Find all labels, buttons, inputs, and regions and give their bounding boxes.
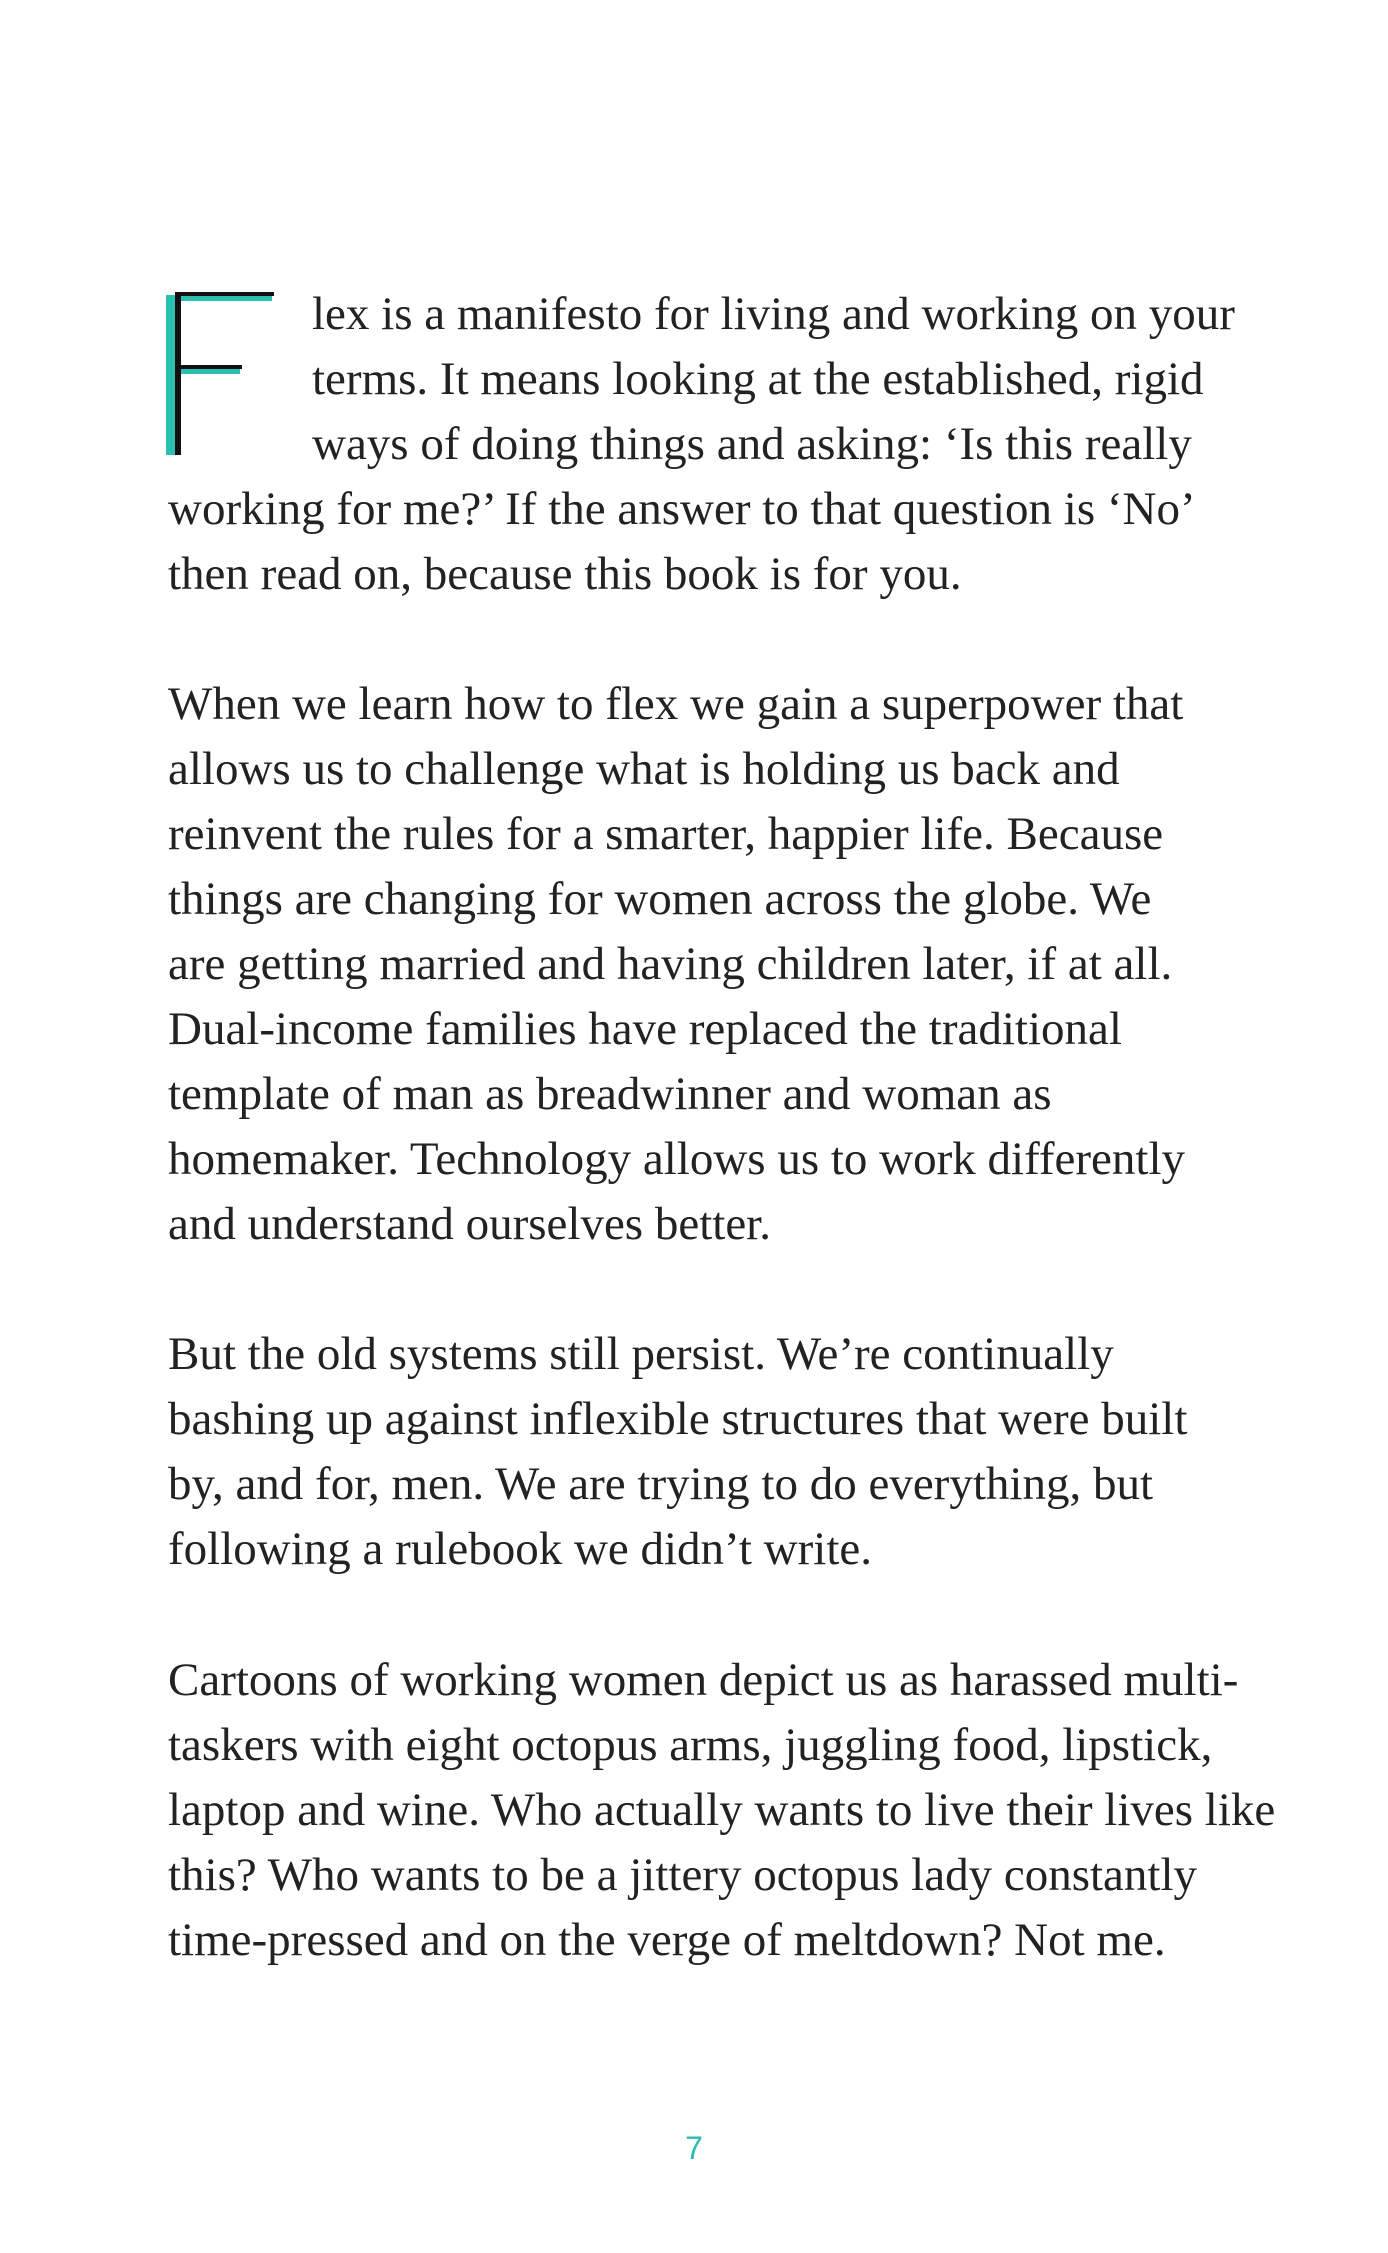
paragraph-2-line: allows us to challenge what is holding us back and [168,743,1120,795]
paragraph-2 [168,672,1278,1257]
paragraph-2-line: Dual-income families have replaced the traditional [168,1003,1122,1055]
paragraph-2-line: When we learn how to flex we gain a superpower that [168,678,1184,730]
paragraph-1-line: then read on, because this book is for you. [168,548,962,600]
paragraph-2-line: template of man as breadwinner and woman as [168,1068,1052,1120]
paragraph-4-line: taskers with eight octopus arms, juggling food, lipstick, [168,1719,1213,1771]
paragraph-2-line: homemaker. Technology allows us to work differently [168,1133,1186,1185]
paragraph-1-line: lex is a manifesto for living and working on your [312,288,1235,340]
paragraph-2-line: things are changing for women across the globe. We [168,873,1152,925]
paragraph-4-line: Cartoons of working women depict us as harassed multi- [168,1654,1239,1706]
paragraph-3-line: by, and for, men. We are trying to do everything, but [168,1458,1154,1510]
paragraph-4-line: this? Who wants to be a jittery octopus lady constantly [168,1849,1198,1901]
paragraph-2-line: and understand ourselves better. [168,1198,771,1250]
paragraph-2-line: reinvent the rules for a smarter, happier life. Because [168,808,1164,860]
paragraph-3-line: bashing up against inflexible structures that were built [168,1393,1188,1445]
paragraph-4 [168,1648,1278,1973]
paragraph-3 [168,1322,1278,1582]
paragraph-1-line: working for me?’ If the answer to that question is ‘No’ [168,483,1196,535]
paragraph-3-line: following a rulebook we didn’t write. [168,1523,872,1575]
page-number: 7 [685,2130,703,2166]
paragraph-4-line: time-pressed and on the verge of meltdown? Not me. [168,1914,1166,1966]
paragraph-1-line: ways of doing things and asking: ‘Is this really [312,418,1192,470]
paragraph-1 [168,282,1278,607]
paragraph-2-line: are getting married and having children later, if at all. [168,938,1173,990]
paragraph-4-line: laptop and wine. Who actually wants to live their lives like [168,1784,1276,1836]
paragraph-3-line: But the old systems still persist. We’re continually [168,1328,1114,1380]
paragraph-1-line: terms. It means looking at the established, rigid [312,353,1204,405]
